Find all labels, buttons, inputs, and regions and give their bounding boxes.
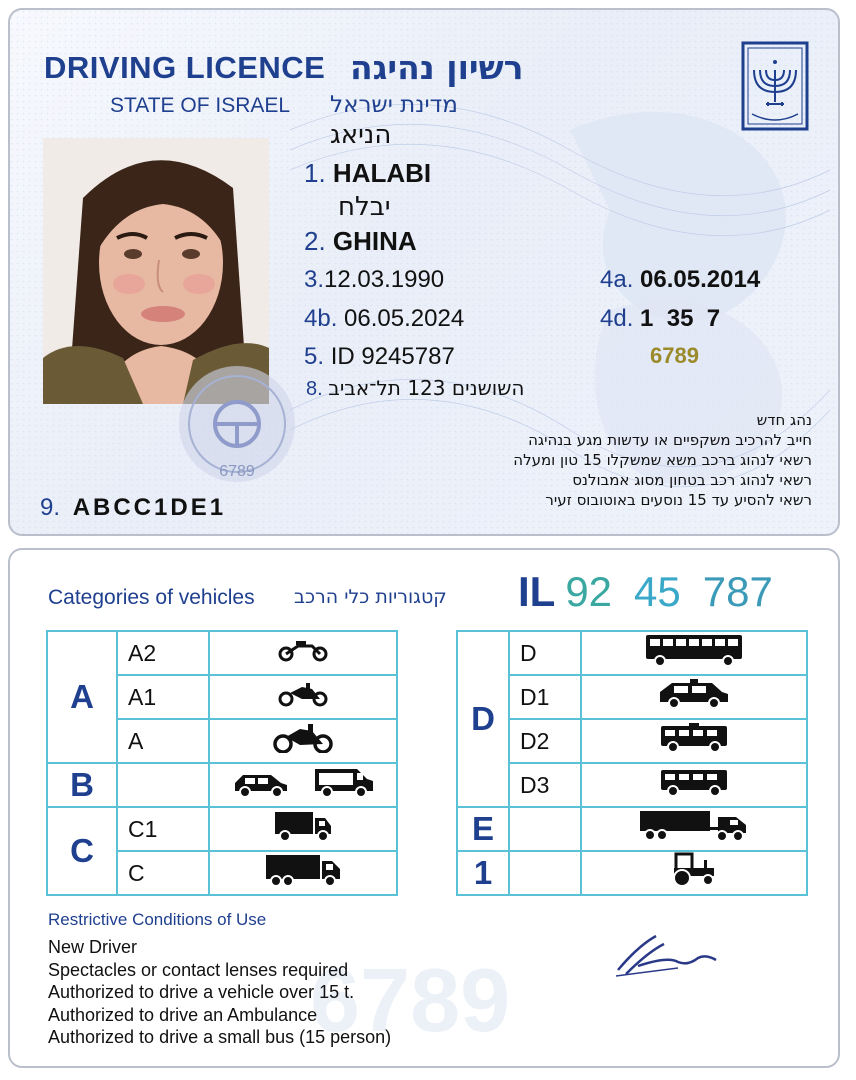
restrictions-title: Restrictive Conditions of Use (48, 910, 267, 929)
firstname-value: GHINA (332, 226, 417, 256)
restrictions-list (48, 936, 391, 1049)
licence-code: 6789 (650, 343, 699, 368)
field-3-birth-date (304, 266, 444, 294)
category-icons (209, 807, 397, 851)
large-motorcycle-icon (272, 723, 334, 753)
taxi-icon (658, 678, 730, 710)
licence-number-part: 787 (702, 568, 773, 615)
conditions-hebrew (513, 410, 812, 510)
category-group: 1 (457, 851, 509, 895)
category-icons (581, 763, 807, 807)
category-icons (209, 851, 397, 895)
minibus-icon (659, 722, 729, 754)
category-group: D (457, 631, 509, 807)
category-icons (581, 631, 807, 675)
field-5-id (304, 343, 455, 371)
category-sub: C1 (117, 807, 209, 851)
expiry-date-value: 06.05.2024 (344, 305, 465, 332)
country-code: IL (518, 568, 556, 615)
state-english: STATE OF ISRAEL (110, 94, 291, 117)
minibus-icon (659, 766, 729, 798)
field-1-surname (304, 158, 431, 189)
address-value: השושנים 123 תל־אביב (328, 376, 525, 400)
watermark-number: 6789 (310, 951, 511, 1051)
categories-table-left (46, 630, 398, 896)
category-sub: D3 (509, 763, 581, 807)
field-4d-value: 1 35 7 (640, 305, 721, 332)
category-icons (581, 719, 807, 763)
licence-number-part: 92 (565, 568, 613, 615)
surname-value: HALABI (332, 158, 432, 188)
van-icon (313, 765, 375, 799)
issue-date-value: 06.05.2014 (640, 266, 761, 293)
category-sub (509, 851, 581, 895)
category-sub: D1 (509, 675, 581, 719)
category-sub (509, 807, 581, 851)
svg-text:6789: 6789 (219, 463, 255, 480)
tractor-icon (668, 852, 720, 888)
firstname-hebrew: יבלח (338, 192, 391, 222)
restriction-item: Authorized to drive a vehicle over 15 t. (48, 982, 355, 1002)
field-1-number: 1. (304, 158, 326, 188)
category-group: E (457, 807, 509, 851)
field-9-categories (40, 494, 226, 522)
field-4b-expiry (304, 305, 464, 333)
motorcycle-icon (276, 681, 330, 707)
field-9-number: 9. (40, 494, 61, 521)
category-group: A (47, 631, 117, 763)
category-icons (209, 719, 397, 763)
category-icons (209, 675, 397, 719)
small-truck-icon (273, 810, 333, 842)
condition-he-line: רשאי לנהוג ברכב משא שמשקלו 15 טון ומעלה (513, 451, 812, 469)
category-group: C (47, 807, 117, 895)
id-number-value: ID 9245787 (330, 343, 455, 370)
field-2-firstname (304, 226, 417, 257)
hologram-seal (172, 364, 302, 494)
state-hebrew: מדינת ישראל (330, 92, 458, 118)
title-hebrew: רשיון נהיגה (350, 48, 524, 87)
category-icons (581, 675, 807, 719)
field-8-number: 8. (306, 378, 323, 400)
condition-he-line: נהג חדש (756, 411, 812, 429)
categories-code-value: ABCC1DE1 (72, 494, 227, 521)
categories-title-hebrew: קטגוריות כלי הרכב (294, 586, 447, 608)
scooter-icon (276, 638, 330, 662)
category-sub: A2 (117, 631, 209, 675)
licence-number-part: 45 (634, 568, 681, 615)
trailer-truck-icon (638, 809, 750, 843)
field-4d-number: 4d. (600, 305, 634, 332)
car-icon (231, 769, 291, 799)
restriction-item: Authorized to drive a small bus (15 person) (48, 1027, 392, 1047)
category-icons (209, 631, 397, 675)
field-3-number: 3. (304, 266, 325, 293)
holder-signature (608, 926, 728, 986)
licence-front (8, 8, 840, 536)
category-icons (581, 807, 807, 851)
field-4a-issue (600, 266, 760, 294)
restriction-item: Authorized to drive an Ambulance (48, 1004, 318, 1025)
birth-date-value: 12.03.1990 (324, 266, 445, 293)
surname-hebrew: הניאג (330, 120, 392, 150)
condition-he-line: רשאי להסיע עד 15 נוסעים באוטובוס זעיר (545, 491, 812, 509)
field-4d (600, 305, 720, 333)
condition-he-line: חייב להרכיב משקפיים או עדשות מגע בנהיגה (528, 431, 812, 449)
condition-he-line: רשאי לנהוג רכב בטחון מסוג אמבולנס (572, 471, 812, 489)
field-4a-number: 4a. (600, 266, 634, 293)
licence-back (8, 548, 840, 1068)
category-icons (209, 763, 397, 807)
field-4b-number: 4b. (304, 305, 338, 332)
category-sub: D2 (509, 719, 581, 763)
field-2-number: 2. (304, 226, 326, 256)
category-sub: D (509, 631, 581, 675)
category-sub: A (117, 719, 209, 763)
truck-icon (264, 853, 342, 887)
category-sub: C (117, 851, 209, 895)
field-8-address (306, 376, 524, 401)
categories-table-right (456, 630, 808, 896)
category-group: B (47, 763, 117, 807)
licence-number (518, 568, 773, 616)
category-sub (117, 763, 209, 807)
title-english: DRIVING LICENCE (44, 50, 326, 85)
state-emblem-icon (740, 40, 810, 132)
restriction-item: New Driver (48, 937, 138, 957)
categories-title-english: Categories of vehicles (48, 586, 255, 609)
field-5-number: 5. (304, 343, 325, 370)
restriction-item: Spectacles or contact lenses required (48, 959, 349, 980)
bus-icon (644, 633, 744, 667)
category-sub: A1 (117, 675, 209, 719)
category-icons (581, 851, 807, 895)
